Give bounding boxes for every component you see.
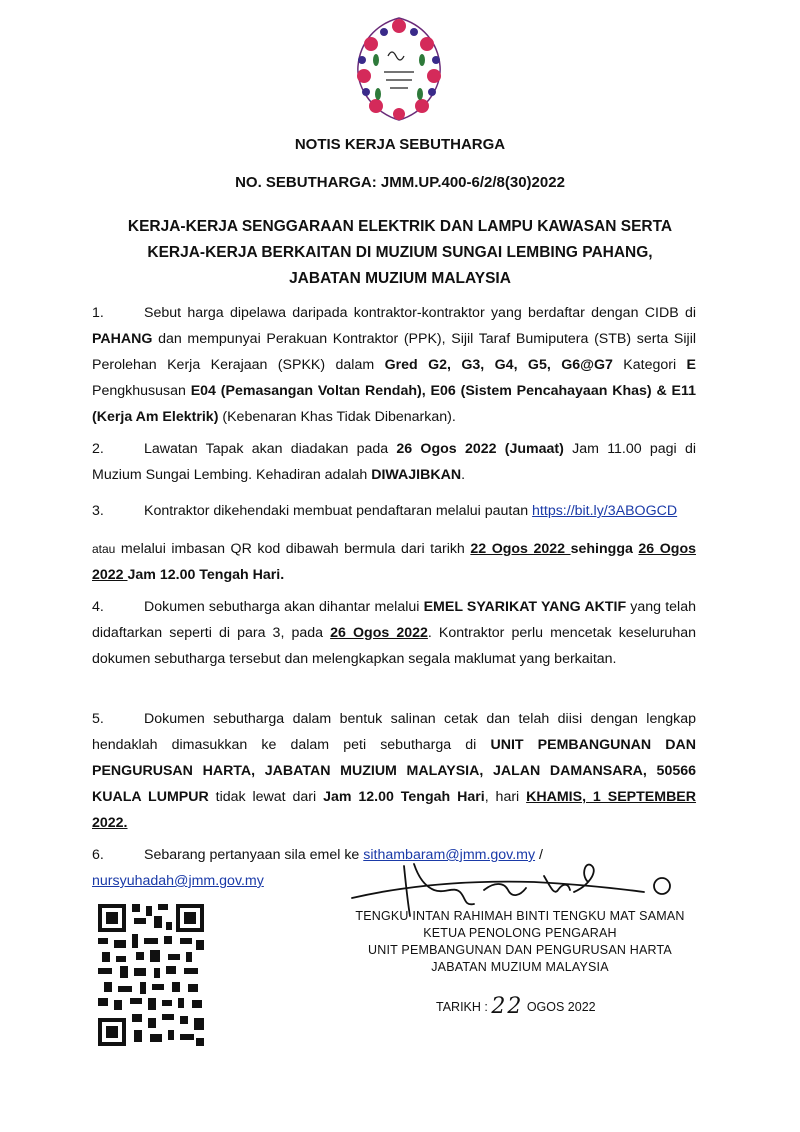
paragraph-number: 1.	[92, 305, 104, 321]
subject-line-2: KERJA-KERJA BERKAITAN DI MUZIUM SUNGAI LEMBING PAHANG,	[147, 244, 653, 261]
quotation-number: NO. SEBUTHARGA: JMM.UP.400-6/2/8(30)2022	[235, 174, 565, 191]
paragraph-5: 5. Dokumen sebutharga dalam bentuk salinan cetak dan telah diisi dengan lengkap hendaklah dimasukkan ke dalam peti sebutharga di UNIT PEMBANGUNAN DAN PENGURUSAN HARTA, JABATAN MUZIUM MALAYSIA, JALAN DAMANSARA, 50566 KUALA LUMPUR tidak lewat dari Jam 12.00 Tengah Hari, hari KHAMIS, 1 SEPTEMBER 2022.	[92, 706, 696, 836]
jmm-floral-seal-icon	[346, 14, 452, 124]
paragraph-1: 1. Sebut harga dipelawa daripada kontraktor-kontraktor yang berdaftar dengan CIDB di PAHANG dan mempunyai Perakuan Kontraktor (PPK), Sijil Taraf Bumiputera (STB) serta Sijil Perolehan Kerja Kerajaan (SPKK) dalam Gred G2, G3, G4, G5, G6@G7 Kategori E Pengkhususan E04 (Pemasangan Voltan Rendah), E06 (Sistem Pencahayaan Khas) & E11 (Kerja Am Elektrik) (Kebenaran Khas Tidak Dibenarkan).	[92, 300, 696, 430]
paragraph-3: 3. Kontraktor dikehendaki membuat pendaftaran melalui pautan https://bit.ly/3ABOGCD	[92, 498, 696, 524]
paragraph-number: 3.	[92, 503, 104, 519]
paragraph-4: 4. Dokumen sebutharga akan dihantar melalui EMEL SYARIKAT YANG AKTIF yang telah didaftarkan seperti di para 3, pada 26 Ogos 2022. Kontraktor perlu mencetak keseluruhan dokumen sebutharga tersebut dan melengkapkan segala maklumat yang berkaitan.	[92, 594, 696, 672]
signatory-name: TENGKU INTAN RAHIMAH BINTI TENGKU MAT SAMAN	[355, 909, 685, 923]
paragraph-number: 5.	[92, 711, 104, 727]
email-link-1[interactable]: sithambaram@jmm.gov.my	[363, 847, 536, 863]
subject-line-1: KERJA-KERJA SENGGARAAN ELEKTRIK DAN LAMPU KAWASAN SERTA	[127, 218, 673, 235]
signatory-title: KETUA PENOLONG PENGARAH	[423, 926, 617, 940]
paragraph-number: 6.	[92, 847, 104, 863]
email-link-2[interactable]: nursyuhadah@jmm.gov.my	[92, 873, 264, 889]
signatory-unit: UNIT PEMBANGUNAN DAN PENGURUSAN HARTA	[368, 943, 672, 957]
qr-code-icon[interactable]	[96, 902, 206, 1048]
handwritten-day: 22	[491, 994, 524, 1019]
notice-title: NOTIS KERJA SEBUTHARGA	[294, 136, 506, 153]
paragraph-2: 2. Lawatan Tapak akan diadakan pada 26 Ogos 2022 (Jumaat) Jam 11.00 pagi di Muzium Sungai Lembing. Kehadiran adalah DIWAJIBKAN.	[92, 436, 696, 488]
registration-link[interactable]: https://bit.ly/3ABOGCD	[532, 503, 678, 519]
notice-subject	[90, 214, 710, 292]
subject-line-3: JABATAN MUZIUM MALAYSIA	[289, 270, 511, 287]
signatory-department: JABATAN MUZIUM MALAYSIA	[431, 960, 609, 974]
paragraph-number: 4.	[92, 599, 104, 615]
signature-block	[340, 908, 700, 976]
paragraph-number: 2.	[92, 441, 104, 457]
signature-date: TARIKH : 22 OGOS 2022	[436, 994, 596, 1019]
paragraph-6: 6. Sebarang pertanyaan sila emel ke sithambaram@jmm.gov.my / nursyuhadah@jmm.gov.my	[92, 842, 696, 894]
paragraph-3-cont: atau melalui imbasan QR kod dibawah bermula dari tarikh 22 Ogos 2022 sehingga 26 Ogos 2022 Jam 12.00 Tengah Hari.	[92, 541, 696, 583]
